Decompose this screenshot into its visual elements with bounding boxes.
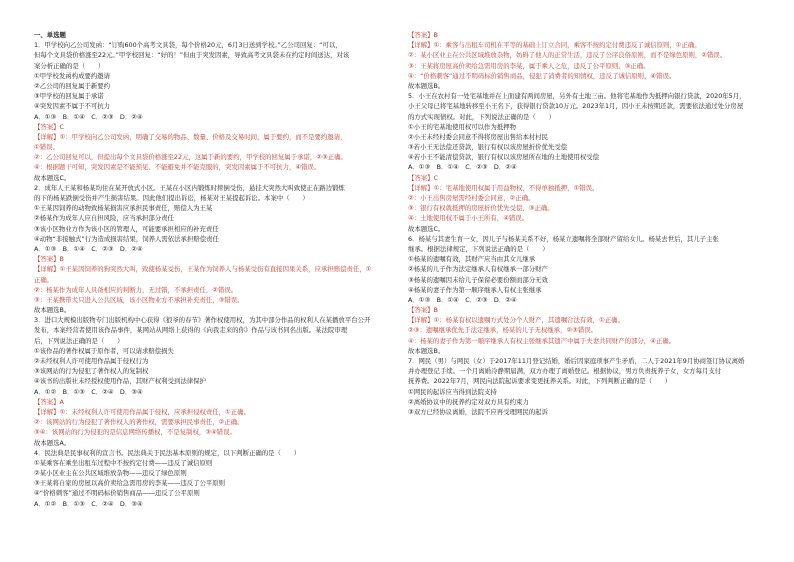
- left-column-line: A．①③ B．①④ C．②③ D．②④: [34, 244, 143, 253]
- right-column-line: 【答案】B: [408, 306, 438, 315]
- left-column-line: 【详解】①：未经权利人许可使用作品属于侵权，应承担侵权责任，①正确。: [34, 407, 250, 416]
- left-column-line: 一、单选题: [34, 31, 66, 39]
- right-column-line: ②③：遗嘱继承优先于法定继承，杨某的儿子无权继承，②③错误。: [408, 326, 598, 335]
- right-column-line: ②：某小区业主在公共区域堆放杂物，妨碍了他人的正常生活，违反了公序良俗原则，而不是绿色原则，②错误。: [408, 51, 727, 60]
- left-column-line: ④：根据题干可知，突发因素是不能预见、不能避免并不能克服的，突发因素属于不可抗力，④错误。: [34, 163, 321, 172]
- right-column-line: ③若小王无法偿还贷款，银行有权以该房屋折价优先受偿: [408, 143, 568, 152]
- left-column-line: 1．甲学校向乙公司发函：“订购600个高考文具袋，每个价格20元，6月3日送到学校。”乙公司回复：“可以，: [34, 41, 342, 50]
- left-column-line: ①错误。: [34, 143, 59, 152]
- left-column-line: ③：王某携带犬只进入公共区域，该小区物业方不承担补充责任，③错误。: [34, 295, 244, 304]
- left-column-line: ①甲学校发函构成要约邀请: [34, 71, 111, 80]
- right-column-line: A．①③ B．①④ C．②③ D．②④: [408, 295, 517, 304]
- left-column-line: ①某乘客在乘坐出租车过程中不按约定付费——违反了诚信原则: [34, 458, 213, 467]
- left-column-line: 案分析正确的是（ ）: [34, 61, 105, 70]
- right-column-line: ③：银行有权就抵押的房屋折价优先受偿，③正确。: [408, 204, 554, 213]
- left-column-line: ④“价格刺客”通过不明码标价销售商品——违反了公平原则: [34, 489, 200, 498]
- left-column-line: ②：乙公司回复可以，但提出每个文具袋价格涨至22元，这属于新的要约，甲学校的回复属于承诺，②③正确。: [34, 153, 347, 162]
- right-column-line: ①杨某的遗嘱有效，其财产应当由其女儿继承: [408, 255, 536, 264]
- right-column-line: 5．小王在农村有一处宅基地并在上面建有两间房屋，另外有土地三亩。他将宅基地作为抵押向银行贷款，2020年5月，: [408, 92, 746, 101]
- right-column-line: ①网民的起诉应当得到法院支持: [408, 387, 497, 396]
- left-column-line: 但每个文具袋价格涨至22元。”甲学校回复：“好的！”但由于突发因素，导致高考文具袋未在约定时间送达，对该: [34, 51, 350, 60]
- left-column-line: ③甲学校的回复属于承诺: [34, 92, 104, 101]
- right-column-line: 【答案】B: [408, 31, 438, 39]
- right-column-line: 的方式实现债权。对此，下列说法正确的是（ ）: [408, 112, 555, 121]
- left-column-line: ②：杨某作为成年人具备相应的判断力，无过错，不承担责任，②错误。: [34, 285, 238, 294]
- left-column-line: 故本题选C。: [34, 173, 71, 182]
- right-column-line: ②：小王出售房屋需经村委会同意，②正确。: [408, 194, 535, 202]
- right-column-line: ①小王的宅基地使用权可以作为抵押物: [408, 122, 516, 131]
- right-column-line: 故本题选B。: [408, 346, 445, 355]
- right-column-line: 【详解】①：杨某有权以遗嘱方式处分个人财产，其遗嘱合法有效，①正确。: [408, 316, 624, 325]
- left-column-line: 发布，本案经营者使用该作品事件，某网站从网络上获得的《向我走来的你》作品与该书同名出版。某法院审理: [34, 326, 348, 335]
- right-column-line: 并办理登记手续。一个月离婚冷静期届满，双方办理了离婚登记。根据协议，男方负责抚养子女，女方每月支付: [408, 367, 722, 376]
- left-column-line: 【答案】C: [34, 122, 65, 131]
- left-column: [34, 30, 388, 509]
- right-column-line: ②杨某的儿子作为法定继承人有权继承一部分财产: [408, 265, 548, 274]
- right-column-line: 【答案】C: [408, 173, 439, 182]
- right-column-line: ②小王未经村委会同意不得将房屋出售给本村村民: [408, 132, 548, 141]
- left-column-line: ④突发因素不属于不可抗力: [34, 102, 111, 111]
- left-column-line: ①王某因饲养的动物致杨某损害应承担民事责任，赔偿人为王某: [34, 204, 213, 213]
- left-column-line: ③王某将自家的房屋以高价卖给急需用房的李某——违反了公平原则: [34, 479, 226, 488]
- right-column-line: ③双方已经协议离婚，法院不应再受理网民的起诉: [408, 407, 548, 416]
- left-column-line: A．①② B．①③ C．②④ D．③④: [34, 499, 143, 508]
- left-column-line: 正确。: [34, 275, 54, 284]
- left-column-line: ③该小区物业方作为该小区的管理人，可能要承担相应的补充责任: [34, 224, 219, 233]
- right-column-line: 6．杨某与其妻生育一女，因儿子与杨某关系不好，杨某立遗嘱将全部财产留给女儿。杨某去世后，其儿子主张: [408, 234, 719, 243]
- right-column-line: 【详解】①：乘客与出租车司机在平等的基础上订立合同，乘客不按约定付费违反了诚信原则，①正确。: [408, 41, 701, 50]
- left-column-line: ③④：该网站的行为侵犯的是信息网络传播权，不是复制权，③④错误。: [34, 428, 236, 437]
- left-column-line: 【答案】B: [34, 255, 64, 264]
- left-column-line: ①该作品的著作权属于原作者，可以请求赔偿损失: [34, 346, 174, 355]
- left-column-line: 【详解】①：甲学校向乙公司发函，明确了交易的物品、数量、价格及交易时间，属于要约，而不是要约邀请，: [34, 132, 347, 141]
- left-column-line: 4．民法典是民事权利的宣言书。民法典关于民法基本原则的规定，以下判断正确的是（ ）: [34, 448, 301, 457]
- left-column-line: 【答案】A: [34, 397, 64, 406]
- right-column-line: ②离婚协议中的抚养约定对双方具有约束力: [408, 397, 529, 406]
- right-column-line: 【详解】①：宅基地使用权属于用益物权，不得单独抵押，①错误。: [408, 183, 599, 192]
- right-column-line: 小王父母已将宅基地转移至小王名下，获得银行贷款10万元。2023年1月，因小王未按期还款，需要依法通过处分房屋: [408, 102, 744, 111]
- right-column-line: 抚养费。2022年7月，网民向法院起诉要求变更抚养关系。对此，下列判断正确的是（ ）: [408, 377, 672, 386]
- right-column-line: ③：王某将房屋高价卖给急需用房的李某，属于乘人之危，违反了公平原则，③正确。: [408, 61, 650, 70]
- right-column-line: ④杨某的妻子作为第一顺序继承人有权主张继承: [408, 285, 542, 294]
- left-column-line: ②杨某作为成年人应自担风险，应当承担部分责任: [34, 214, 174, 223]
- right-column-line: ④若小王不能清偿贷款，银行有权以该房屋所在地的土地使用权受偿: [408, 153, 600, 162]
- left-column-line: ④动物“非接触式”行为造成损害结果，饲养人需依法承担赔偿责任: [34, 234, 219, 243]
- right-column-line: 7．网民（男）与网民（女）于2017年11月登记结婚，婚后因家庭琐事产生矛盾，二人于2021年9月协商签订协议离婚: [408, 357, 745, 365]
- left-column-line: 的下的杨某跌倒受伤并产生损害结果。因此他们提出诉讼，杨某对王某提起诉讼。本案中（ ）: [34, 194, 309, 202]
- left-column-line: ③该网站的行为侵犯了著作权人的复制权: [34, 367, 149, 376]
- right-column-line: ④：“价格刺客”通过不明码标价销售商品，侵犯了消费者的知情权，违反了诚信原则，④错误。: [408, 71, 676, 80]
- left-column-line: ②乙公司的回复属于新要约: [34, 81, 111, 90]
- right-column-line: A．①③ B．①④ C．②③ D．②④: [408, 163, 517, 172]
- right-column-line: ③杨某的遗嘱因未给儿子保留必要份额而部分无效: [408, 275, 548, 284]
- left-column-line: A．①② B．①③ C．②④ D．③④: [34, 387, 143, 396]
- left-column-line: 故本题选B。: [34, 306, 71, 315]
- right-column-line: ④：杨某的妻子作为第一顺序继承人有权主张继承其遗产中属于夫妻共同财产的部分，④正确。: [408, 336, 676, 345]
- right-column-line: ④：土地使用权不属于小王所有，④错误。: [408, 214, 529, 223]
- left-column-line: ②未经权利人许可使用作品属于侵权行为: [34, 357, 149, 365]
- left-column-line: A．①③ B．①④ C．②③ D．②④: [34, 112, 143, 121]
- left-column-line: 【详解】①王某因饲养的狗突然大叫，致使杨某受伤，王某作为饲养人与杨某受伤有直接因果关系，应承担赔偿责任，①: [34, 265, 372, 274]
- right-column: [408, 30, 762, 417]
- left-column-line: 2．成年人王某和杨某均住在某开放式小区。王某在小区内锻炼时摔倒受伤，悬挂大突然大叫致使正在路边锻炼: [34, 183, 345, 192]
- right-column-line: 继承。根据法律规定，下列说法正确的是（ ）: [408, 244, 549, 253]
- left-column-line: 故本题选A。: [34, 438, 71, 447]
- right-column-line: 故本题选C。: [408, 224, 445, 233]
- left-column-line: ②某小区业主在公共区域堆放杂物——违反了绿色原则: [34, 469, 187, 478]
- left-column-line: ②：该网站的行为侵犯了著作权人的著作权，需要承担民事责任，②正确。: [34, 418, 244, 427]
- left-column-line: ④该书的出版社未经授权使用作品，其财产权利受到法律保护: [34, 377, 206, 386]
- left-column-line: 后，下列说法正确的是（ ）: [34, 336, 124, 345]
- left-column-line: 3．进口大规模出版物专门出版机构中心获得《狼爷的春节》著作权使用权，为其中部分作品的权利人在某播放平台公开: [34, 316, 371, 325]
- right-column-line: 故本题选B。: [408, 81, 445, 90]
